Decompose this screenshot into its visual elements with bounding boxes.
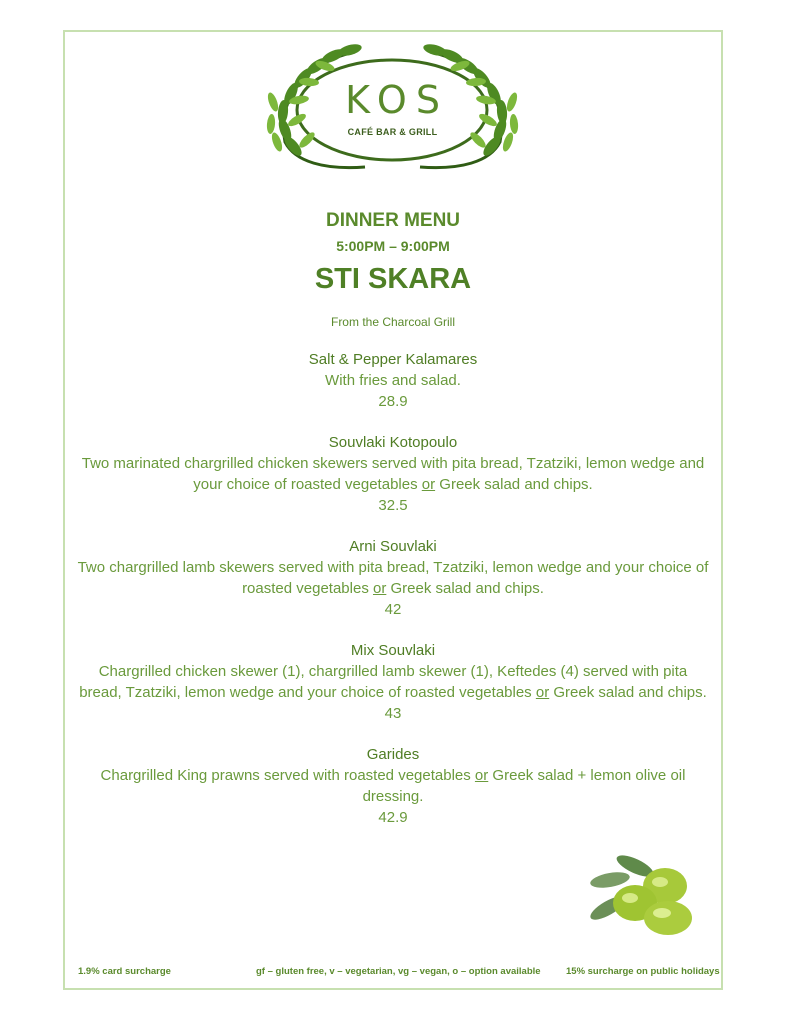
item-description: With fries and salad. bbox=[325, 372, 461, 389]
item-price: 42 bbox=[384, 601, 402, 618]
menu-hours: 5:00PM – 9:00PM bbox=[336, 238, 450, 254]
item-name: Mix Souvlaki bbox=[350, 642, 436, 659]
item-price: 32.5 bbox=[378, 497, 408, 514]
logo bbox=[255, 42, 530, 177]
footer-card-surcharge: 1.9% card surcharge bbox=[78, 966, 171, 977]
section-title: STI SKARA bbox=[314, 263, 472, 295]
item-name: Arni Souvlaki bbox=[349, 538, 437, 555]
section-subtitle: From the Charcoal Grill bbox=[330, 315, 456, 329]
item-price: 43 bbox=[384, 705, 402, 722]
menu-item bbox=[63, 349, 723, 412]
menu-item bbox=[63, 536, 723, 620]
item-description: Two chargrilled lamb skewers served with pita bread, Tzatziki, lemon wedge and your choice of roasted vegetables or Greek salad and chips. bbox=[77, 559, 709, 597]
menu-items bbox=[63, 349, 723, 848]
item-description: Two marinated chargrilled chicken skewers served with pita bread, Tzatziki, lemon wedge and your choice of roasted vegetables or Greek salad and chips. bbox=[81, 455, 705, 493]
item-description: Chargrilled King prawns served with roasted vegetables or Greek salad + lemon olive oil dressing. bbox=[100, 767, 686, 805]
logo-name: KOS bbox=[345, 78, 449, 122]
menu-item bbox=[63, 744, 723, 828]
olives-icon bbox=[580, 848, 700, 938]
item-name: Souvlaki Kotopoulo bbox=[328, 434, 458, 451]
item-price: 42.9 bbox=[378, 809, 408, 826]
footer-dietary-legend: gf – gluten free, v – vegetarian, vg – vegan, o – option available bbox=[256, 966, 541, 977]
item-name: Garides bbox=[366, 746, 420, 763]
menu-item bbox=[63, 640, 723, 724]
logo-subtitle: CAFÉ BAR & GRILL bbox=[347, 127, 438, 137]
item-price: 28.9 bbox=[378, 393, 408, 410]
menu-title: DINNER MENU bbox=[325, 210, 461, 231]
item-name: Salt & Pepper Kalamares bbox=[308, 351, 478, 368]
item-description: Chargrilled chicken skewer (1), chargrilled lamb skewer (1), Keftedes (4) served with pita bread, Tzatziki, lemon wedge and your choice of roasted vegetables or Greek salad and chips. bbox=[79, 663, 707, 701]
menu-item bbox=[63, 432, 723, 516]
footer-holiday-surcharge: 15% surcharge on public holidays bbox=[566, 966, 720, 977]
